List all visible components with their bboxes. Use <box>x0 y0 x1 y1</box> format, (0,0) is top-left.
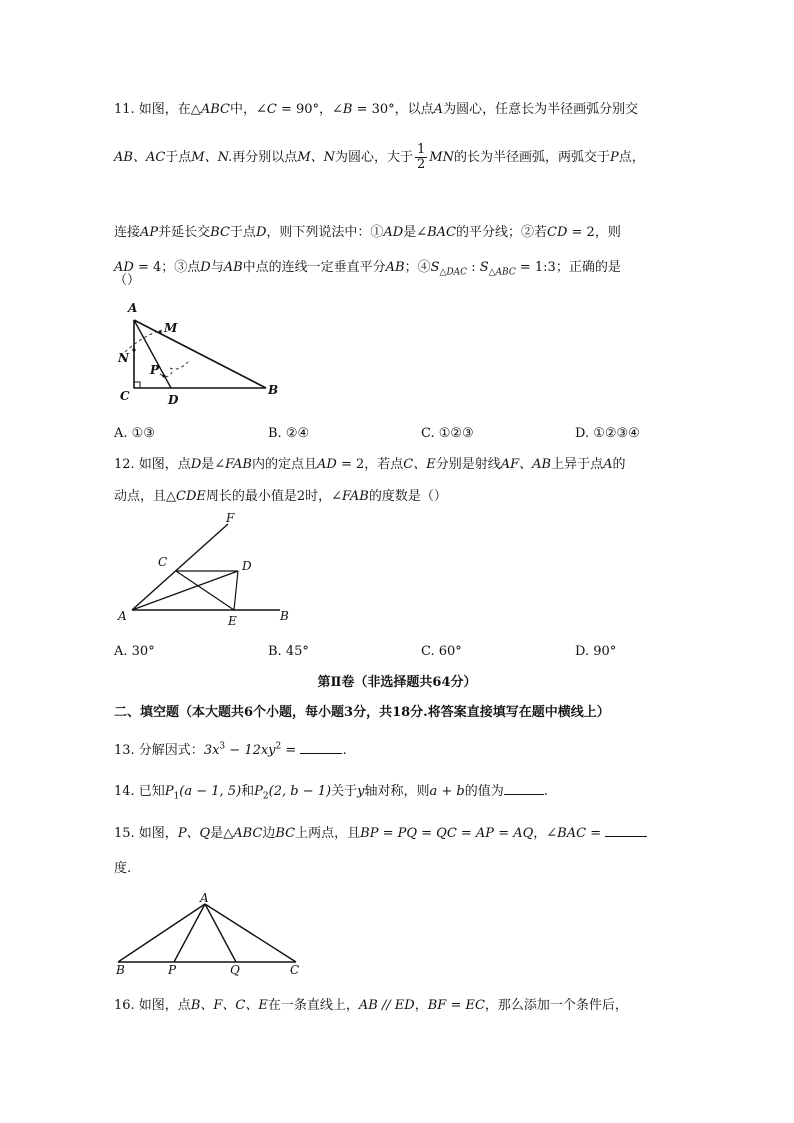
arc-p-2 <box>160 372 172 377</box>
label-p: P <box>168 963 177 977</box>
q15-line-1: 15. 如图，P、Q是△ABC边BC上两点，且BP = PQ = QC = AP = AQ，∠BAC = <box>114 824 647 843</box>
q11-line-5: （） <box>114 273 141 288</box>
q14-line: 14. 已知$P_1(a - 1$, 5)和$P_2(2$, b − 1)关于y轴对称，则a + b的值为 . <box>114 784 548 802</box>
segment-de <box>234 571 238 610</box>
arc-mn <box>125 330 162 352</box>
label-c: C <box>120 389 130 403</box>
q11-option-c[interactable]: C. ①②③ <box>421 426 474 441</box>
label-f: F <box>226 511 235 525</box>
label-a: A <box>128 301 138 315</box>
q11-line-4: AD = 4；③点D与AB中点的连线一定垂直平分AB；$④S_{\triangle DAC}$ : $S_{\triangle ABC}$ = 1:3；正确的是 <box>114 260 621 278</box>
q12-option-a[interactable]: A. 30° <box>114 644 155 659</box>
right-angle-mark <box>134 382 140 388</box>
label-c: C <box>290 963 300 977</box>
q11-line-2: AB、AC于点M、N.再分别以点M、N为圆心，大于 $\frac{1}{2}$ MN的长为半径画弧，两弧交于P点， <box>114 142 645 172</box>
q12-line-1: 12. 如图，点D是∠FAB内的定点且AD = 2，若点C、E分别是射线AF、AB上异于点A的 <box>114 457 626 472</box>
ray-af <box>132 524 228 610</box>
label-c: C <box>158 555 168 569</box>
q11-line-3: 连接AP并延长交BC于点D，则下列说法中：①AD是∠BAC的平分线；②若CD = 2，则 <box>114 225 621 240</box>
q11-option-b[interactable]: B. ②④ <box>268 426 310 441</box>
arc-p <box>170 362 188 369</box>
label-q: Q <box>230 963 240 977</box>
label-a: A <box>118 609 127 623</box>
label-d: D <box>168 393 179 407</box>
q12-option-d[interactable]: D. 90° <box>575 644 617 659</box>
q15-triangle-figure <box>112 892 302 978</box>
fraction-one-half: $\frac{1}{2}$ <box>417 142 426 172</box>
q12-option-c[interactable]: C. 60° <box>421 644 462 659</box>
q12-angle-figure <box>112 512 302 630</box>
section2-title: 第Ⅱ卷（非选择题共64分） <box>317 675 477 690</box>
label-e: E <box>228 614 237 628</box>
q12-line-2: 动点，且△CDE周长的最小值是2时，∠FAB的度数是（） <box>114 489 447 504</box>
label-m: M <box>164 321 178 335</box>
q11-option-d[interactable]: D. ①②③④ <box>575 426 640 441</box>
label-b: B <box>268 383 279 397</box>
q13-answer-blank[interactable] <box>300 741 342 754</box>
label-a: A <box>200 891 209 905</box>
q11-option-a[interactable]: A. ①③ <box>114 426 155 441</box>
side-ab <box>134 320 266 388</box>
q15-line-2: 度. <box>114 861 132 876</box>
segment-aq <box>205 904 236 962</box>
label-d: D <box>242 559 252 573</box>
label-b: B <box>116 963 125 977</box>
q13-line: 13. 分解因式：$3x^3 - 12xy^2$ = . <box>114 741 347 758</box>
q16-line: 16. 如图，点B、F、C、E在一条直线上，AB // ED，BF = EC，那么添加一个条件后， <box>114 998 628 1013</box>
side-ab <box>118 904 205 962</box>
q15-answer-blank[interactable] <box>605 824 647 837</box>
segment-ap <box>174 904 205 962</box>
section2-heading: 二、填空题（本大题共6个小题，每小题3分，共18分.将答案直接填写在题中横线上） <box>114 705 610 720</box>
q12-option-b[interactable]: B. 45° <box>268 644 309 659</box>
q11-triangle-figure <box>112 298 282 408</box>
side-ac <box>205 904 296 962</box>
q11-line-1: 11. 如图，在△ABC中，∠C = 90°，∠B = 30°，以点A为圆心，任意长为半径画弧分别交 <box>114 102 639 117</box>
label-p: P <box>150 363 160 377</box>
label-n: N <box>118 351 129 365</box>
q14-answer-blank[interactable] <box>504 782 544 795</box>
label-b: B <box>280 609 289 623</box>
